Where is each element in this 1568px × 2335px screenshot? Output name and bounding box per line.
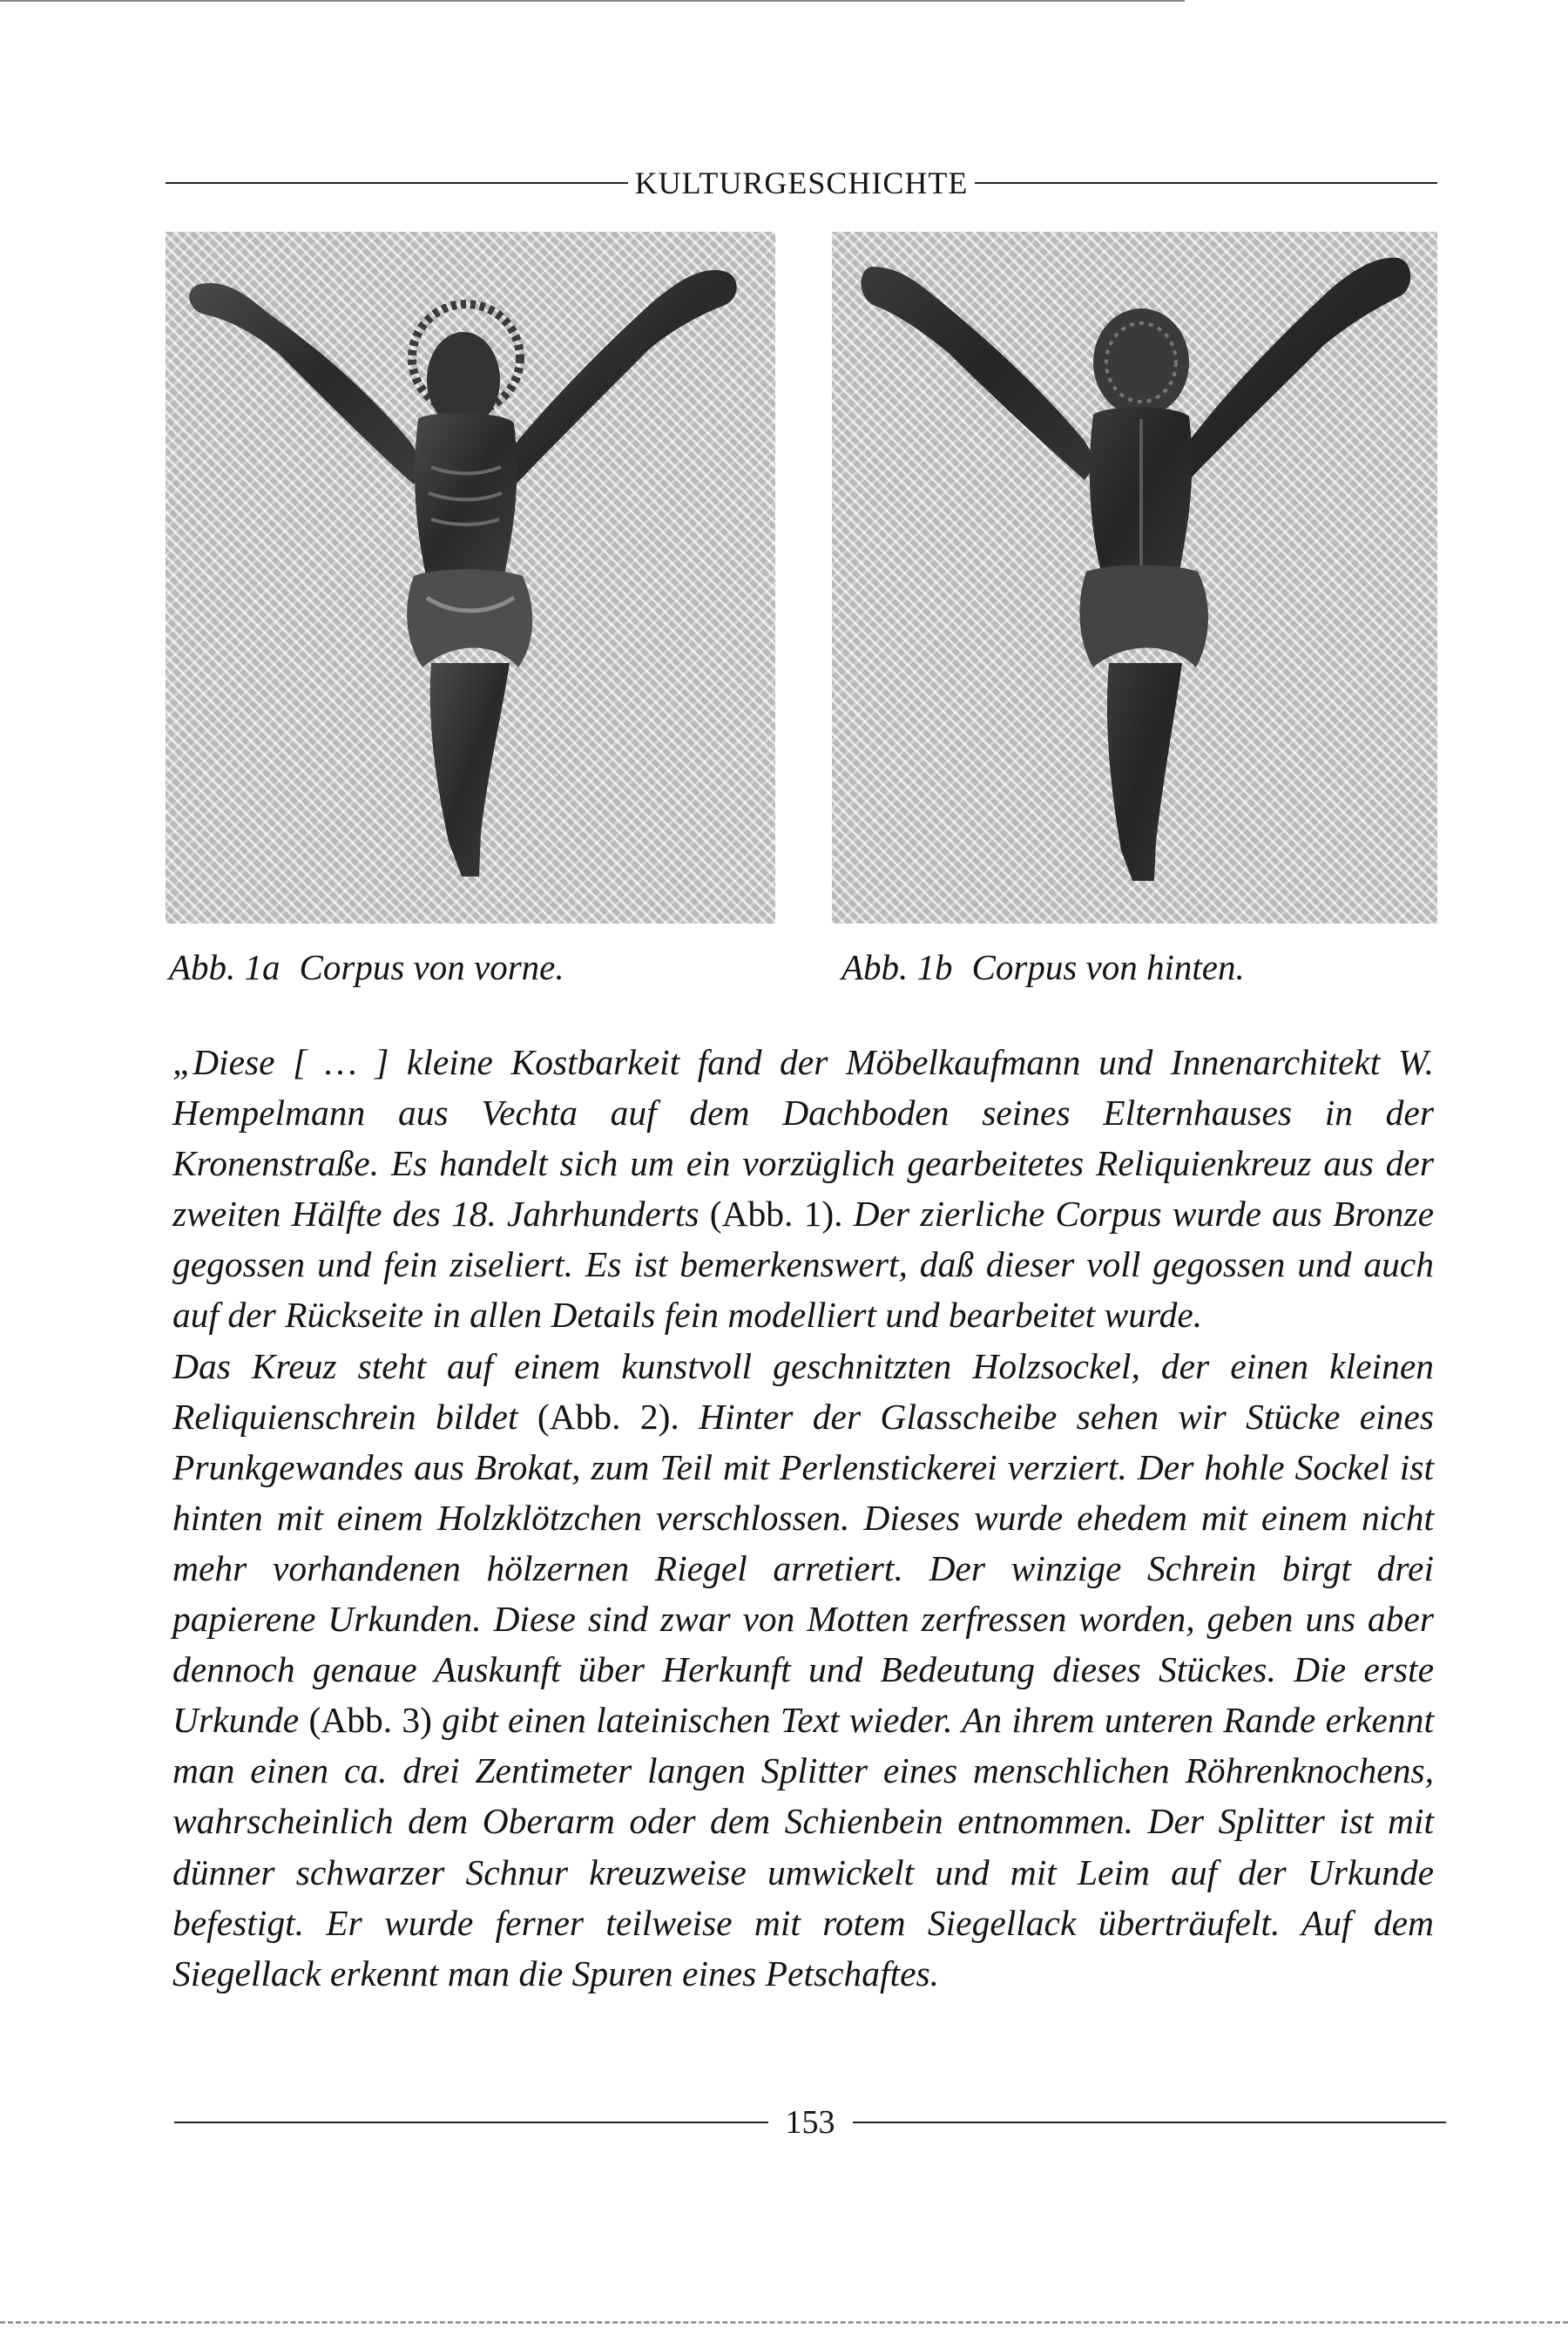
crucifix-front-figure [166, 232, 775, 924]
paragraph-2-text-b: Hinter der Glasscheibe sehen wir Stücke eines Prunkgewandes aus Brokat, zum Teil mit Perlenstickerei verziert. Der hohle Sockel ist hinten mit einem Holzklötzchen verschlossen. Dieses wurde ehedem mit einem nicht mehr vorhandenen hölzernen Riegel arretiert. Der winzige Schrein birgt drei papierene Urkunden. Diese sind zwar von Motten zerfressen worden, geben uns aber dennoch genaue Auskunft über Herkunft und Bedeutung dieses Stückes. Die erste Urkunde [172, 1396, 1434, 1741]
paragraph-2-text-a: Das Kreuz steht auf einem kunstvoll geschnitzten Holzsockel, der einen kleinen Reliquienschrein bildet [172, 1345, 1434, 1437]
section-title: KULTURGESCHICHTE [634, 166, 969, 200]
crucifix-back-figure [832, 232, 1437, 924]
photo-corpus-front [166, 232, 775, 924]
figure-label-1a: Abb. 1a [169, 947, 280, 987]
page-number: 153 [785, 2104, 835, 2141]
figure-reference-abb-2: (Abb. 2). [537, 1396, 679, 1437]
figure-reference-abb-3: (Abb. 3) [308, 1700, 432, 1741]
figure-caption-text-1b: Corpus von hinten. [971, 947, 1245, 987]
paragraph-1-text-a: „Diese [ … ] kleine Kostbarkeit fand der Möbelkaufmann und Innenarchitekt W. Hempelmann aus Vechta auf dem Dachboden seines Elternhauses in der Kronenstraße. Es handelt sich um ein vorzüglich gearbeitetes Reliquienkreuz aus der zweiten Hälfte des 18. Jahrhunderts [172, 1042, 1434, 1235]
running-header [166, 162, 1437, 204]
figure-caption-text-1a: Corpus von vorne. [299, 947, 564, 987]
footer-rule-left [174, 2122, 768, 2123]
paragraph-2 [172, 1341, 1434, 1999]
article-body [172, 1037, 1434, 1999]
header-rule-right [975, 182, 1437, 184]
scan-edge-top [0, 0, 1185, 2]
figure-caption-1a [169, 946, 564, 988]
paragraph-1 [172, 1037, 1434, 1341]
figure-caption-1b [841, 946, 1245, 988]
photo-corpus-back [832, 232, 1437, 924]
paragraph-2-text-c: gibt einen lateinischen Text wieder. An ihrem unteren Rande erkennt man einen ca. drei Zentimeter langen Splitter eines menschlichen Röhrenknochens, wahrscheinlich dem Oberarm oder dem Schienbein entnommen. Der Splitter ist mit dünner schwarzer Schnur kreuzweise umwickelt und mit Leim auf der Urkunde befestigt. Er wurde ferner teilweise mit rotem Siegellack überträufelt. Auf dem Siegellack erkennt man die Spuren eines Petschaftes. [172, 1700, 1435, 1993]
paragraph-1-text-b: Der zierliche Corpus wurde aus Bronze gegossen und fein ziseliert. Es ist bemerkenswert, daß dieser voll gegossen und auch auf der Rückseite in allen Details fein modelliert und bearbeitet wurde. [172, 1194, 1434, 1336]
footer-rule-right [853, 2122, 1447, 2123]
scan-edge-bottom [0, 2321, 1568, 2324]
header-rule-left [166, 182, 628, 184]
page-footer [174, 2100, 1446, 2145]
figure-reference-abb-1: (Abb. 1). [709, 1194, 843, 1235]
figure-label-1b: Abb. 1b [841, 947, 953, 987]
